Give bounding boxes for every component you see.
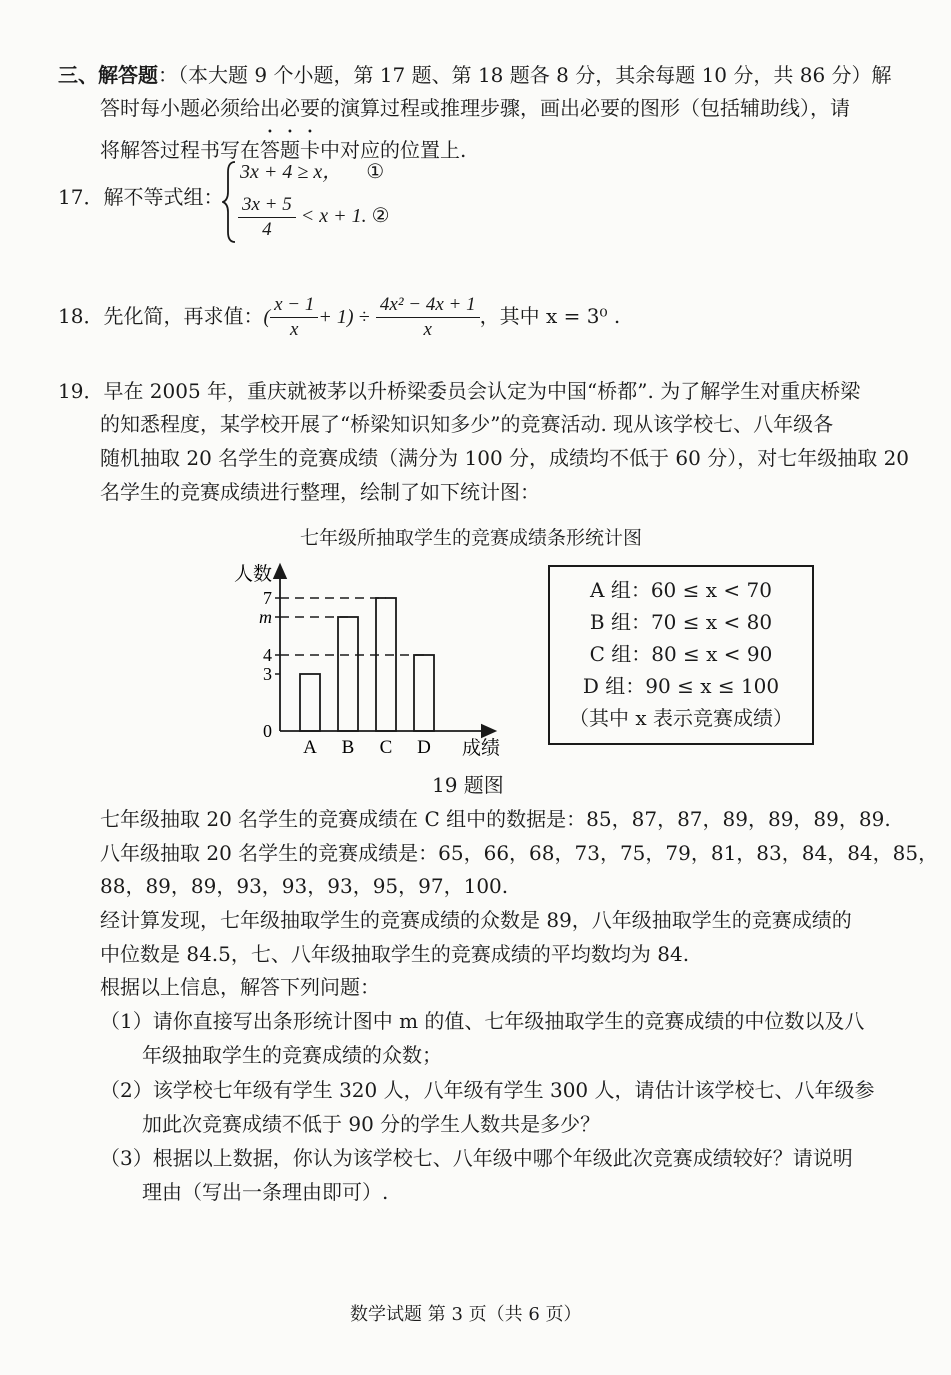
q19-sub-3b: 理由（写出一条理由即可）. <box>142 1180 389 1204</box>
q19-sub-2b: 加此次竞赛成绩不低于 90 分的学生人数共是多少？ <box>142 1112 601 1136</box>
q18-fraction-2: $\frac{\text{4x² − 4x + 1}}{x}$ <box>376 293 480 342</box>
answer-card-emphasis: 答题卡 <box>260 138 320 162</box>
q17-inequality-1: 3x + 4 ≥ x， ① <box>240 161 385 183</box>
legend-group-c: C 组：80 ≤ x < 90 <box>589 642 773 666</box>
q18-fraction-1: $\frac{x - 1}{x}$ <box>270 293 318 342</box>
x-axis-label: 成绩 <box>462 738 501 759</box>
q19-para-1: 19．早在 2005 年，重庆就被茅以升桥梁委员会认定为中国“桥都”. 为了解学生对重庆桥梁 <box>58 379 861 403</box>
q17-brace <box>222 160 238 244</box>
section-heading: 三、解答题 <box>58 63 158 87</box>
x-tick-B: B <box>341 737 355 758</box>
q19-sub-1b: 年级抽取学生的竞赛成绩的众数； <box>142 1043 442 1067</box>
q19-data-2: 八年级抽取 20 名学生的竞赛成绩是：65，66，68，73，75，79，81，83，84，84，85， <box>100 841 939 865</box>
q17-fraction: $\frac{3x + 5}{4}$ <box>238 193 296 242</box>
q19-para-2: 的知悉程度，某学校开展了“桥梁知识知多少”的竞赛活动. 现从该学校七、八年级各 <box>100 412 834 436</box>
q19-sub-1a: （1）请你直接写出条形统计图中 m 的值、七年级抽取学生的竞赛成绩的中位数以及八 <box>100 1009 865 1033</box>
q19-data-1: 七年级抽取 20 名学生的竞赛成绩在 C 组中的数据是：85，87，87，89，89，89，89. <box>100 807 891 831</box>
y-tick-label-3: 3 <box>263 664 272 684</box>
q19-data-4: 经计算发现，七年级抽取学生的竞赛成绩的众数是 89，八年级抽取学生的竞赛成绩的 <box>100 908 852 932</box>
bar-A <box>300 674 320 731</box>
section-intro-line-1: 三、解答题：（本大题 9 个小题，第 17 题、第 18 题各 8 分，其余每题 10 分，共 86 分）解 <box>58 63 892 87</box>
figure-caption: 19 题图 <box>432 773 504 797</box>
section-intro-line-3: 将解答过程书写在答题卡中对应的位置上. <box>100 138 467 162</box>
legend-group-d: D 组：90 ≤ x ≤ 100 <box>582 674 780 698</box>
legend-note: （其中 x 表示竞赛成绩） <box>569 706 793 730</box>
x-tick-C: C <box>379 737 393 758</box>
y-tick-label-7: 7 <box>263 588 272 608</box>
bar-chart <box>228 556 518 766</box>
q19-data-5: 中位数是 84.5，七、八年级抽取学生的竞赛成绩的平均数均为 84. <box>100 942 690 966</box>
q19-sub-3a: （3）根据以上数据，你认为该学校七、八年级中哪个年级此次竞赛成绩较好？请说明 <box>100 1146 853 1170</box>
q19-para-3: 随机抽取 20 名学生的竞赛成绩（满分为 100 分，成绩均不低于 60 分），对七年级抽取 20 <box>100 446 910 470</box>
bar-C <box>376 598 396 731</box>
q19-para-4: 名学生的竞赛成绩进行整理，绘制了如下统计图： <box>100 480 540 504</box>
q17-label: 17．解不等式组： <box>58 185 224 209</box>
legend-group-b: B 组：70 ≤ x < 80 <box>589 610 773 634</box>
q18-line: 18．先化简，再求值：( $\frac{x - 1}{x}$ + 1) ÷ $\frac{\text{4x² − 4x + 1}}{x}$ ，其中 x = 3⁰ . <box>58 294 621 340</box>
x-tick-D: D <box>417 737 431 758</box>
chart-title: 七年级所抽取学生的竞赛成绩条形统计图 <box>300 527 643 549</box>
y-tick-label-0: 0 <box>263 721 272 741</box>
y-tick-label-4: 4 <box>263 645 272 665</box>
section-intro-line-2: 答时每小题必须给出必要的演算过程或推理步骤，画出必要的图形（包括辅助线），请 <box>100 96 850 120</box>
x-tick-A: A <box>303 737 317 758</box>
q19-data-6: 根据以上信息，解答下列问题： <box>100 975 380 999</box>
group-legend-box <box>548 565 814 745</box>
y-tick-label-m: m <box>259 607 272 627</box>
q19-sub-2a: （2）该学校七年级有学生 320 人，八年级有学生 300 人，请估计该学校七、八年级参 <box>100 1078 875 1102</box>
q17-inequality-2: $\frac{3x + 5}{4}$ < x + 1. ② <box>238 192 390 242</box>
bar-D <box>414 655 434 731</box>
y-axis-label: 人数 <box>234 564 273 585</box>
bar-B <box>338 617 358 731</box>
q19-data-3: 88，89，89，93，93，93，95，97，100. <box>100 874 509 898</box>
legend-group-a: A 组：60 ≤ x < 70 <box>590 578 772 602</box>
page-footer: 数学试题 第 3 页（共 6 页） <box>350 1304 582 1325</box>
